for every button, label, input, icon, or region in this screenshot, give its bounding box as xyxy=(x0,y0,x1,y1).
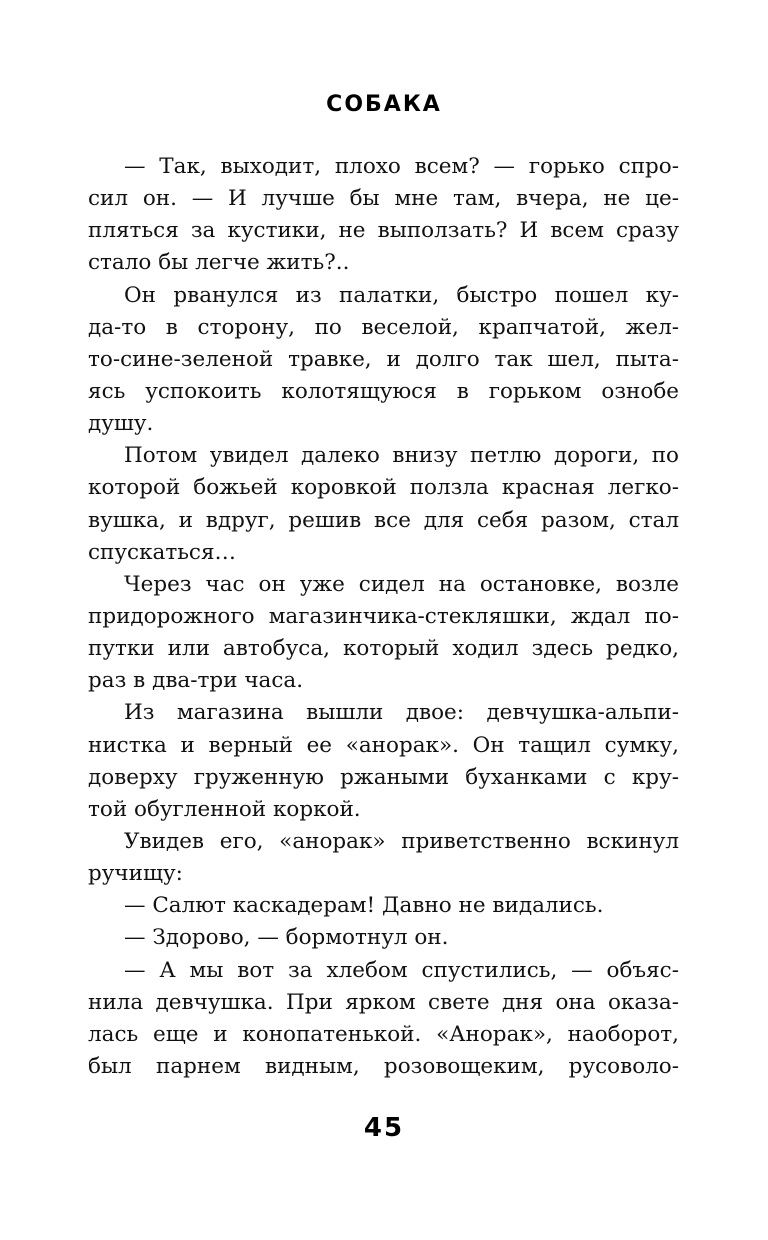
running-head: СОБАКА xyxy=(326,92,442,117)
text-line: пляться за кустики, не выползать? И всем сразу xyxy=(88,218,679,244)
text-line: сил он. — И лучше бы мне там, вчера, не це- xyxy=(88,186,679,212)
text-line: которой божьей коровкой ползла красная легко- xyxy=(88,475,679,501)
text-line: спускаться… xyxy=(88,539,237,565)
text-line: да-то в сторону, по веселой, крапчатой, жел- xyxy=(88,314,679,340)
body-text xyxy=(88,151,679,1083)
text-line: Из магазина вышли двое: девчушка-альпи- xyxy=(124,700,679,726)
text-line: душу. xyxy=(88,411,154,437)
text-line: путки или автобуса, который ходил здесь редко, xyxy=(88,636,679,662)
text-line: был парнем видным, розовощеким, русоволо- xyxy=(88,1053,679,1079)
text-line: Потом увидел далеко внизу петлю дороги, по xyxy=(124,443,679,469)
text-line: той обугленной коркой. xyxy=(88,796,361,822)
text-line: — Салют каскадерам! Давно не видались. xyxy=(124,893,604,919)
page-number: 45 xyxy=(363,1113,405,1143)
text-line: нистка и верный ее «анорак». Он тащил сумку, xyxy=(88,732,679,758)
text-line: Через час он уже сидел на остановке, возле xyxy=(124,571,679,597)
text-line: ручищу: xyxy=(88,861,183,887)
text-line: вушка, и вдруг, решив все для себя разом, стал xyxy=(88,507,679,533)
text-line: — А мы вот за хлебом спустились, — объяс- xyxy=(124,957,679,983)
text-line: то-сине-зеленой травке, и долго так шел, пыта- xyxy=(88,346,679,372)
text-line: придорожного магазинчика-стекляшки, ждал по- xyxy=(88,603,679,629)
text-line: ясь успокоить колотящуюся в горьком ознобе xyxy=(88,378,679,404)
text-line: раз в два-три часа. xyxy=(88,668,304,694)
text-line: Он рванулся из палатки, быстро пошел ку- xyxy=(124,282,679,308)
text-line: доверху груженную ржаными буханками с кру- xyxy=(88,764,679,790)
text-line: Увидев его, «анорак» приветственно вскинул xyxy=(124,828,679,854)
text-line: — Так, выходит, плохо всем? — горько спро- xyxy=(124,154,679,179)
text-line: нила девчушка. При ярком свете дня она оказа- xyxy=(88,989,679,1015)
text-line: — Здорово, — бормотнул он. xyxy=(124,925,449,951)
text-line: стало бы легче жить?.. xyxy=(88,250,350,276)
text-line: лась еще и конопатенькой. «Анорак», наоборот, xyxy=(88,1021,679,1047)
